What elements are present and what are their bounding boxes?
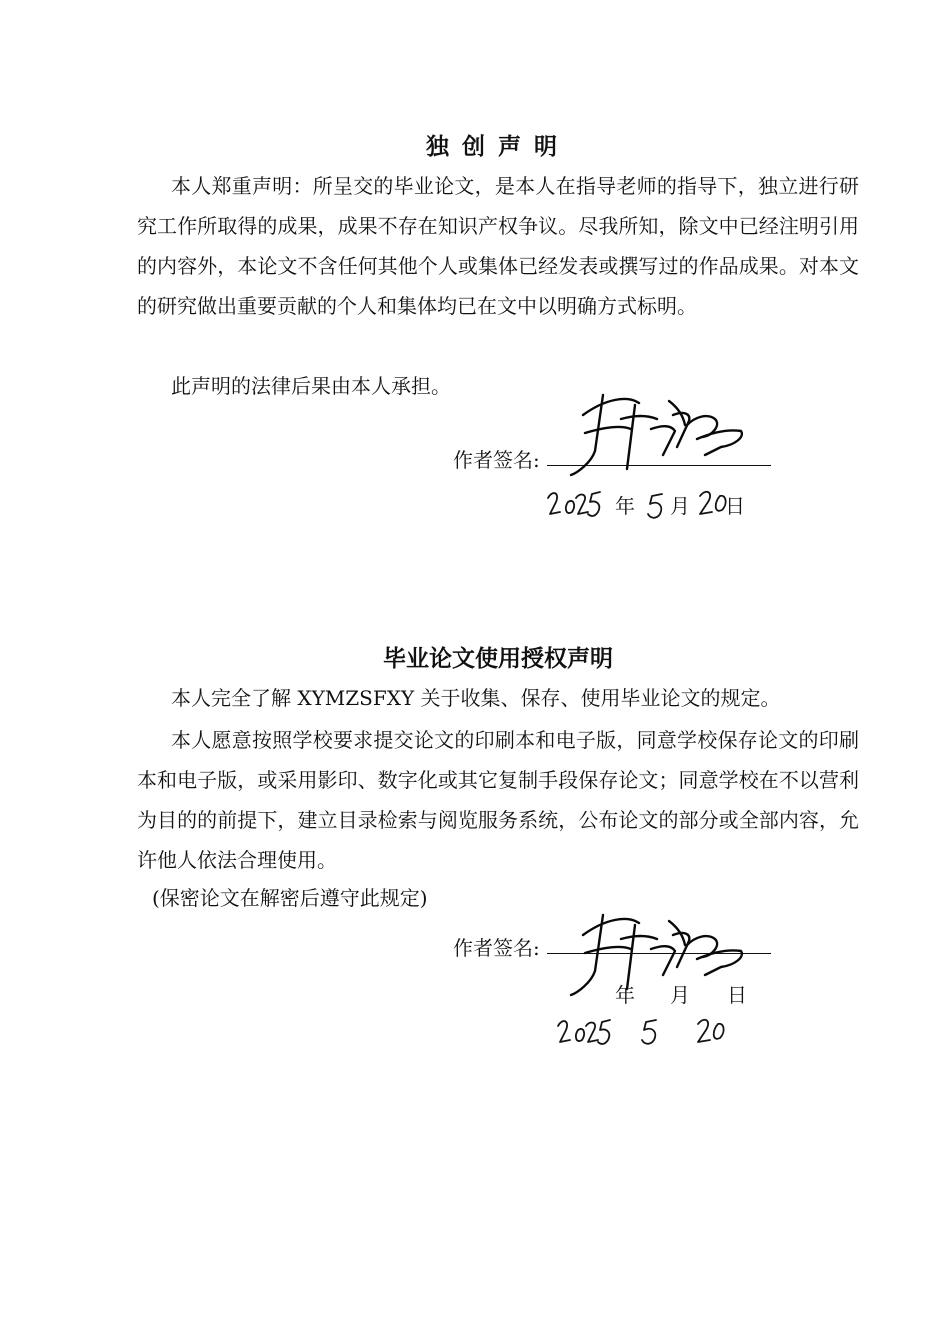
authorization-paragraph-2: 本人愿意按照学校要求提交论文的印刷本和电子版，同意学校保存论文的印刷本和电子版，或采用影印、数字化或其它复制手段保存论文；同意学校在不以营利为目的的前提下，建立目录检索与阅览服务系统，公布论文的部分或全部内容，允许他人依法合理使用。 xyxy=(137,728,859,872)
authorization-paragraph-1: 本人完全了解 XYMZSFXY 关于收集、保存、使用毕业论文的规定。 xyxy=(171,686,781,710)
originality-liability-paragraph: 此声明的法律后果由本人承担。 xyxy=(171,374,451,398)
signature2-day-handwriting xyxy=(694,1016,730,1048)
signature2-month-handwriting xyxy=(640,1016,662,1048)
confidential-note: (保密论文在解密后遵守此规定) xyxy=(152,886,428,910)
signature-label: 作者签名: xyxy=(453,448,540,472)
date2-day-unit: 日 xyxy=(727,983,747,1007)
date2-year-unit: 年 xyxy=(615,983,635,1007)
date-month-unit: 月 xyxy=(670,494,690,518)
signature2-year-handwriting xyxy=(556,1016,616,1050)
signature-month-handwriting xyxy=(646,490,668,522)
originality-paragraph: 本人郑重声明：所呈交的毕业论文，是本人在指导老师的指导下，独立进行研究工作所取得的成果，成果不存在知识产权争议。尽我所知，除文中已经注明引用的内容外，本论文不含任何其他个人或集体已经发表或撰写过的作品成果。对本文的研究做出重要贡献的个人和集体均已在文中以明确方式标明。 xyxy=(137,174,859,318)
author-signature-2 xyxy=(565,905,755,1000)
originality-title: 独创声明 xyxy=(426,134,570,160)
date2-month-unit: 月 xyxy=(670,983,690,1007)
date-year-unit: 年 xyxy=(615,494,635,518)
signature-year-handwriting xyxy=(546,488,606,522)
signature-label-2: 作者签名: xyxy=(453,936,540,960)
authorization-title: 毕业论文使用授权声明 xyxy=(383,646,613,672)
author-signature xyxy=(565,385,755,480)
date-day-unit: 日 xyxy=(725,494,745,518)
